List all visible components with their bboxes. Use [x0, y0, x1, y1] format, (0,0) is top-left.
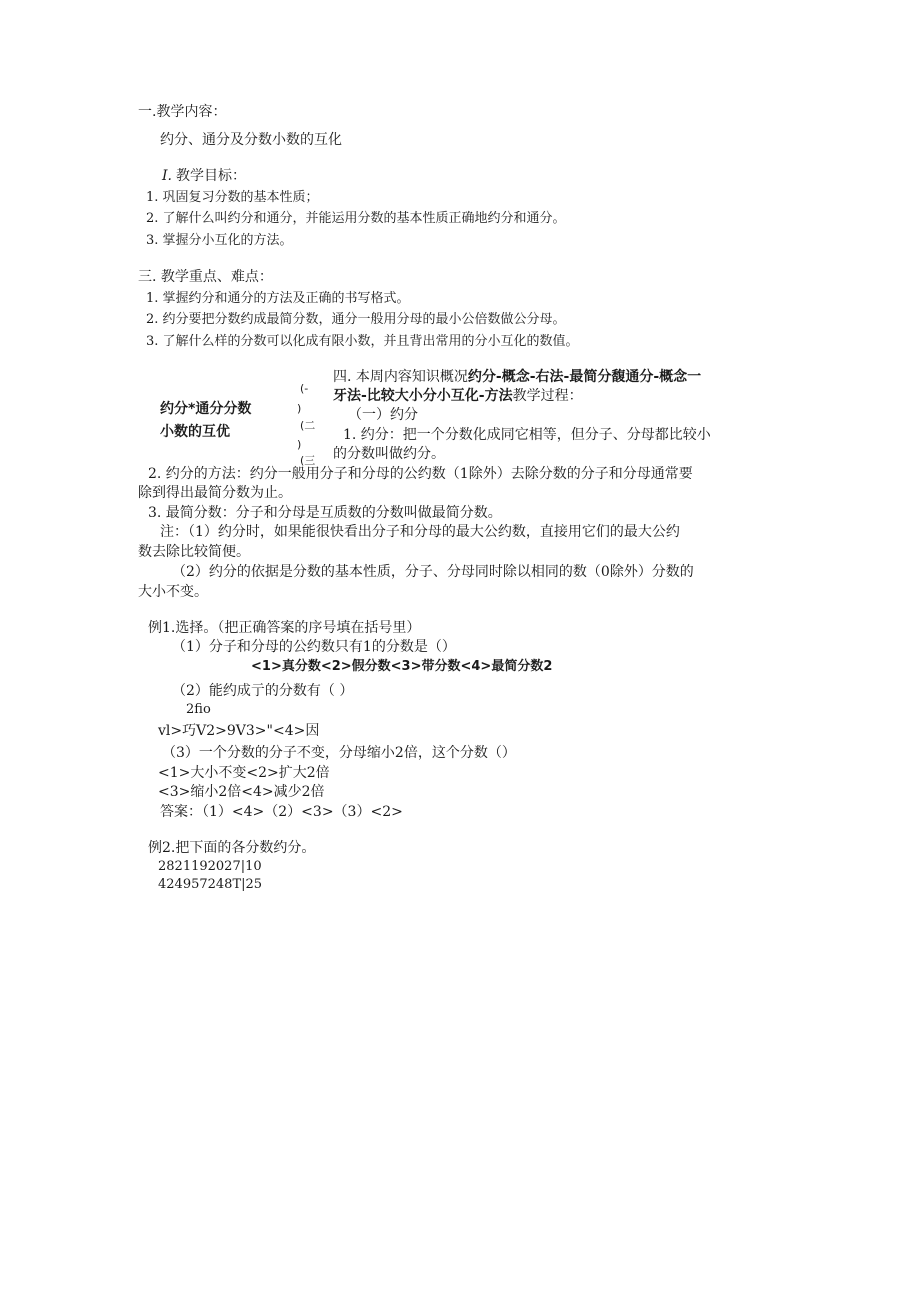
method-line-2: 除到得出最简分数为止。	[138, 485, 292, 501]
summary-suffix: 教学过程：	[512, 388, 583, 404]
example-1-question-1-options: <1>真分数<2>假分数<3>带分数<4>最简分数2	[251, 659, 553, 674]
bracket-mark-5: (三	[300, 454, 316, 467]
bracket-mark-4: )	[297, 438, 302, 451]
section-heading-content: 一.教学内容：	[138, 104, 227, 120]
bracket-mark-1: (-	[300, 382, 309, 395]
note-1-line-1: 注：（1）约分时，如果能很快看出分子和分母的最大公约数，直接用它们的最大公约	[160, 524, 680, 540]
summary-bold-line-2: 牙法-比较大小分小互化-方法	[333, 388, 513, 404]
example-2-line-1: 2821192027|10	[158, 859, 262, 874]
example-1-answer: 答案：（1）<4>（2）<3>（3）<2>	[160, 804, 403, 820]
bracket-mark-3: (二	[300, 419, 316, 432]
example-1-question-2: （2）能约成亍的分数有（ ）	[172, 683, 354, 699]
summary-line-1	[333, 368, 701, 386]
diagram-label-line-2: 小数的互优	[160, 424, 230, 440]
key-point-item-2: 2. 约分要把分数约成最简分数，通分一般用分母的最小公倍数做公分母。	[146, 312, 566, 327]
example-2-title: 例2.把下面的各分数约分。	[148, 840, 316, 856]
summary-line-2	[333, 387, 583, 405]
method-line-1: 2. 约分的方法：约分一般用分子和分母的公约数（1除外）去除分数的分子和分母通常要	[148, 466, 693, 482]
objective-item-1: 1. 巩固复习分数的基本性质；	[146, 190, 319, 205]
bracket-mark-2: )	[297, 402, 302, 415]
example-1-question-3-options-line-1: <1>大小不变<2>扩大2倍	[158, 765, 330, 781]
example-1-question-2-fraction: 2fio	[186, 702, 211, 717]
definition-line-1: 1. 约分：把一个分数化成同它相等，但分子、分母都比较小	[343, 427, 711, 443]
note-1-line-2: 数去除比较简便。	[138, 544, 250, 560]
key-point-item-3: 3. 了解什么样的分数可以化成有限小数，并且背出常用的分小互化的数值。	[146, 334, 579, 349]
example-1-question-3-options-line-2: <3>缩小2倍<4>减少2倍	[158, 784, 325, 800]
objective-item-3: 3. 掌握分小互化的方法。	[146, 233, 293, 248]
example-1-title: 例1.选择。（把正确答案的序号填在括号里）	[148, 620, 421, 636]
key-point-item-1: 1. 掌握约分和通分的方法及正确的书写格式。	[146, 291, 410, 306]
section-marker: I.	[162, 168, 172, 184]
example-1-question-1: （1）分子和分母的公约数只有1的分数是（）	[172, 639, 456, 655]
summary-bold-line-1: 约分-概念-右法-最简分馥通分-概念一	[467, 369, 702, 385]
section-heading-objectives: 教学目标：	[176, 168, 246, 184]
note-2-line-1: （2）约分的依据是分数的基本性质，分子、分母同时除以相同的数（0除外）分数的	[172, 564, 694, 580]
example-1-question-3: （3）一个分数的分子不变，分母缩小2倍，这个分数（）	[162, 745, 516, 761]
simplest-fraction-definition: 3. 最简分数：分子和分母是互质数的分数叫做最简分数。	[148, 505, 502, 521]
definition-line-2: 的分数叫做约分。	[333, 446, 445, 462]
example-1-question-2-options: vl>巧V2>9V3>"<4>因	[158, 723, 320, 739]
sub-heading-reduction: （一）约分	[348, 407, 418, 423]
summary-prefix: 四. 本周内容知识概况	[333, 369, 468, 385]
section-heading-key-points: 三. 教学重点、难点：	[138, 269, 273, 285]
content-text: 约分、通分及分数小数的互化	[160, 132, 342, 148]
objective-item-2: 2. 了解什么叫约分和通分，并能运用分数的基本性质正确地约分和通分。	[146, 211, 566, 226]
diagram-label-line-1: 约分*通分分数	[160, 401, 252, 417]
example-2-line-2: 424957248T|25	[158, 877, 263, 892]
note-2-line-2: 大小不变。	[138, 584, 208, 600]
